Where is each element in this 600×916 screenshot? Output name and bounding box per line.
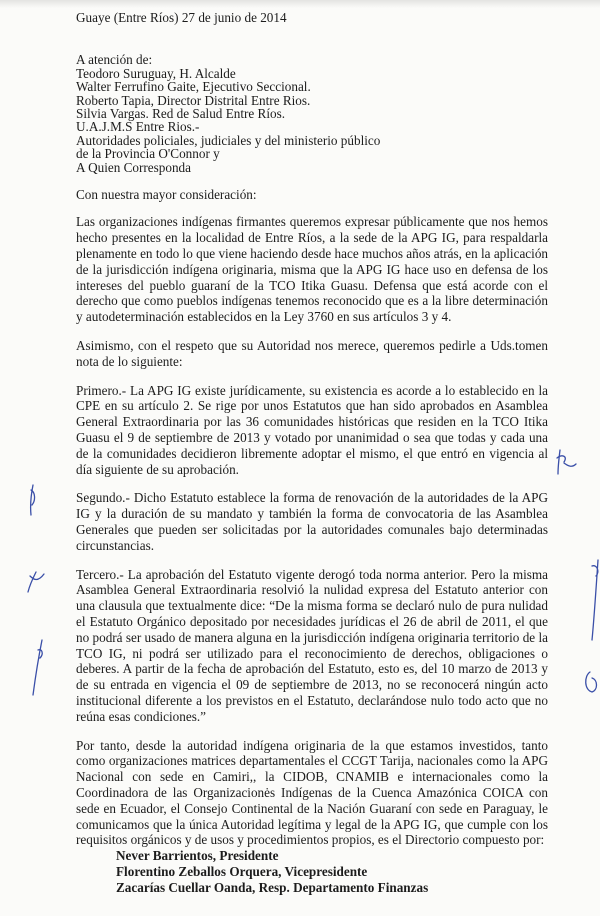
directorio-member: Never Barrientos, Presidente [116, 848, 279, 864]
addressee-line: Roberto Tapia, Director Distrital Entre Rios. [76, 92, 311, 108]
paragraph-intro: Las organizaciones indígenas firmantes queremos expresar públicamente que nos hemos hecho presentes en la localidad de Entre Ríos, a la sede de la APG IG, para respaldarla plenamente en todo lo que viene haciendo desde hace muchos años atrás, en la aplicación de la jurisdicción indígena originaria, misma que la APG IG hace uso en defensa de los intereses del pueblo guaraní de la TCO Itika Guasu. Defensa que está acorde con el derecho que como pueblos indígenas tenemos reconocido que es a la libre determinación y autodeterminación establecidos en la Ley 3760 en sus artículos 3 y 4. [76, 214, 549, 325]
paragraph-tercero: Tercero.- La aprobación del Estatuto vigente derogó toda norma anterior. Pero la misma Asamblea General Extraordinaria resolvió la nulidad expresa del Estatuto anterior con una clausula que textualmente dice: “De la misma forma se declaró nulo de pura nulidad el Estatuto Orgánico depositado por necesidades jurídicas el 26 de abril de 2011, el que no podrá ser usado de manera alguna en la jurisdicción indígena originaria territorio de la TCO IG, ni podrá ser utilizado para el reconocimiento de derechos, obligaciones o deberes. A partir de la fecha de aprobación del Estatuto, esto es, del 10 marzo de 2013 y de su entrada en vigencia el 09 de septiembre de 2013, no se reconocerá ningún acto institucional diferente a los previstos en el Estatuto, declarándose nulo todo acto que no reúna esas condiciones.” [76, 566, 548, 724]
initial-mark [28, 572, 44, 592]
paragraph-primero: Primero.- La APG IG existe jurídicamente, su existencia es acorde a lo establecido en la CPE en su artículo 2. Se rige por unos Estatutos que han sido aprobados en Asamblea General Extraordinaria por las 36 comunidades históricas que residen en la TCO Itika Guasu el 9 de septiembre de 2013 y votado por unanimidad o sea que todas y cada una de la comunidades decidieron libremente adoptar el mismo, el que entró en vigencia al día siguiente de su aprobación. [76, 382, 548, 477]
letter-body [76, 0, 548, 916]
date-line: Guaye (Entre Ríos) 27 de junio de 2014 [76, 10, 287, 25]
initial-mark [557, 450, 576, 474]
addressee-line: de la Provincia O'Connor y [76, 146, 220, 162]
directorio-member: Zacarías Cuellar Oanda, Resp. Departamento Finanzas [116, 880, 429, 896]
paragraph-por-tanto: Por tanto, desde la autoridad indígena originaria de la que estamos investidos, tanto como organizaciones matrices departamentales el CCGT Tarija, nacionales como la APG Nacional con sede en Camiri,, la CIDOB, CNAMIB e internacionales como la Coordinadora de las Organizacionės Indígenas de la Cuenca Amazónica COICA con sede en Ecuador, el Consejo Continental de la Nación Guaraní con sede en Paraguay, le comunicamos que la única Autoridad legítima y legal de la APG IG, que cumple con los requisitos orgánicos y de usos y procedimientos propios, es el Directorio compuesto por: [76, 737, 548, 848]
directorio-member: Florentino Zeballos Orquera, Vicepresidente [116, 864, 368, 880]
addressee-line: Autoridades policiales, judiciales y del ministerio público [76, 132, 381, 148]
addressee-line: Walter Ferrufino Gaite, Ejecutivo Seccional. [76, 79, 311, 95]
paragraph-request: Asimismo, con el respeto que su Autoridad nos merece, queremos pedirle a Uds.tomen nota de lo siguiente: [76, 338, 548, 369]
initial-mark [592, 560, 598, 640]
initial-mark [31, 485, 35, 515]
initial-mark [586, 672, 597, 692]
addressee-line: Teodoro Suruguay, H. Alcalde [76, 65, 236, 81]
addressee-line: Silvia Vargas. Red de Salud Entre Ríos. [76, 106, 286, 122]
addressee-line: A Quien Corresponda [76, 159, 192, 175]
salutation: Con nuestra mayor consideración: [76, 187, 257, 203]
addressee-line: U.A.J.M.S Entre Rios.- [76, 119, 200, 135]
addressee-line: A atención de: [76, 52, 153, 68]
addressee-list [76, 53, 548, 174]
initial-mark [33, 640, 42, 695]
paragraph-segundo: Segundo.- Dicho Estatuto establece la forma de renovación de la autoridades de la APG IG y la duración de su mandato y también la forma de convocatoria de las Asamblea Generales que pueden ser solicitadas por la autoridades comunales bajo determinadas circunstancias. [76, 490, 548, 553]
directorio-list [76, 848, 548, 896]
